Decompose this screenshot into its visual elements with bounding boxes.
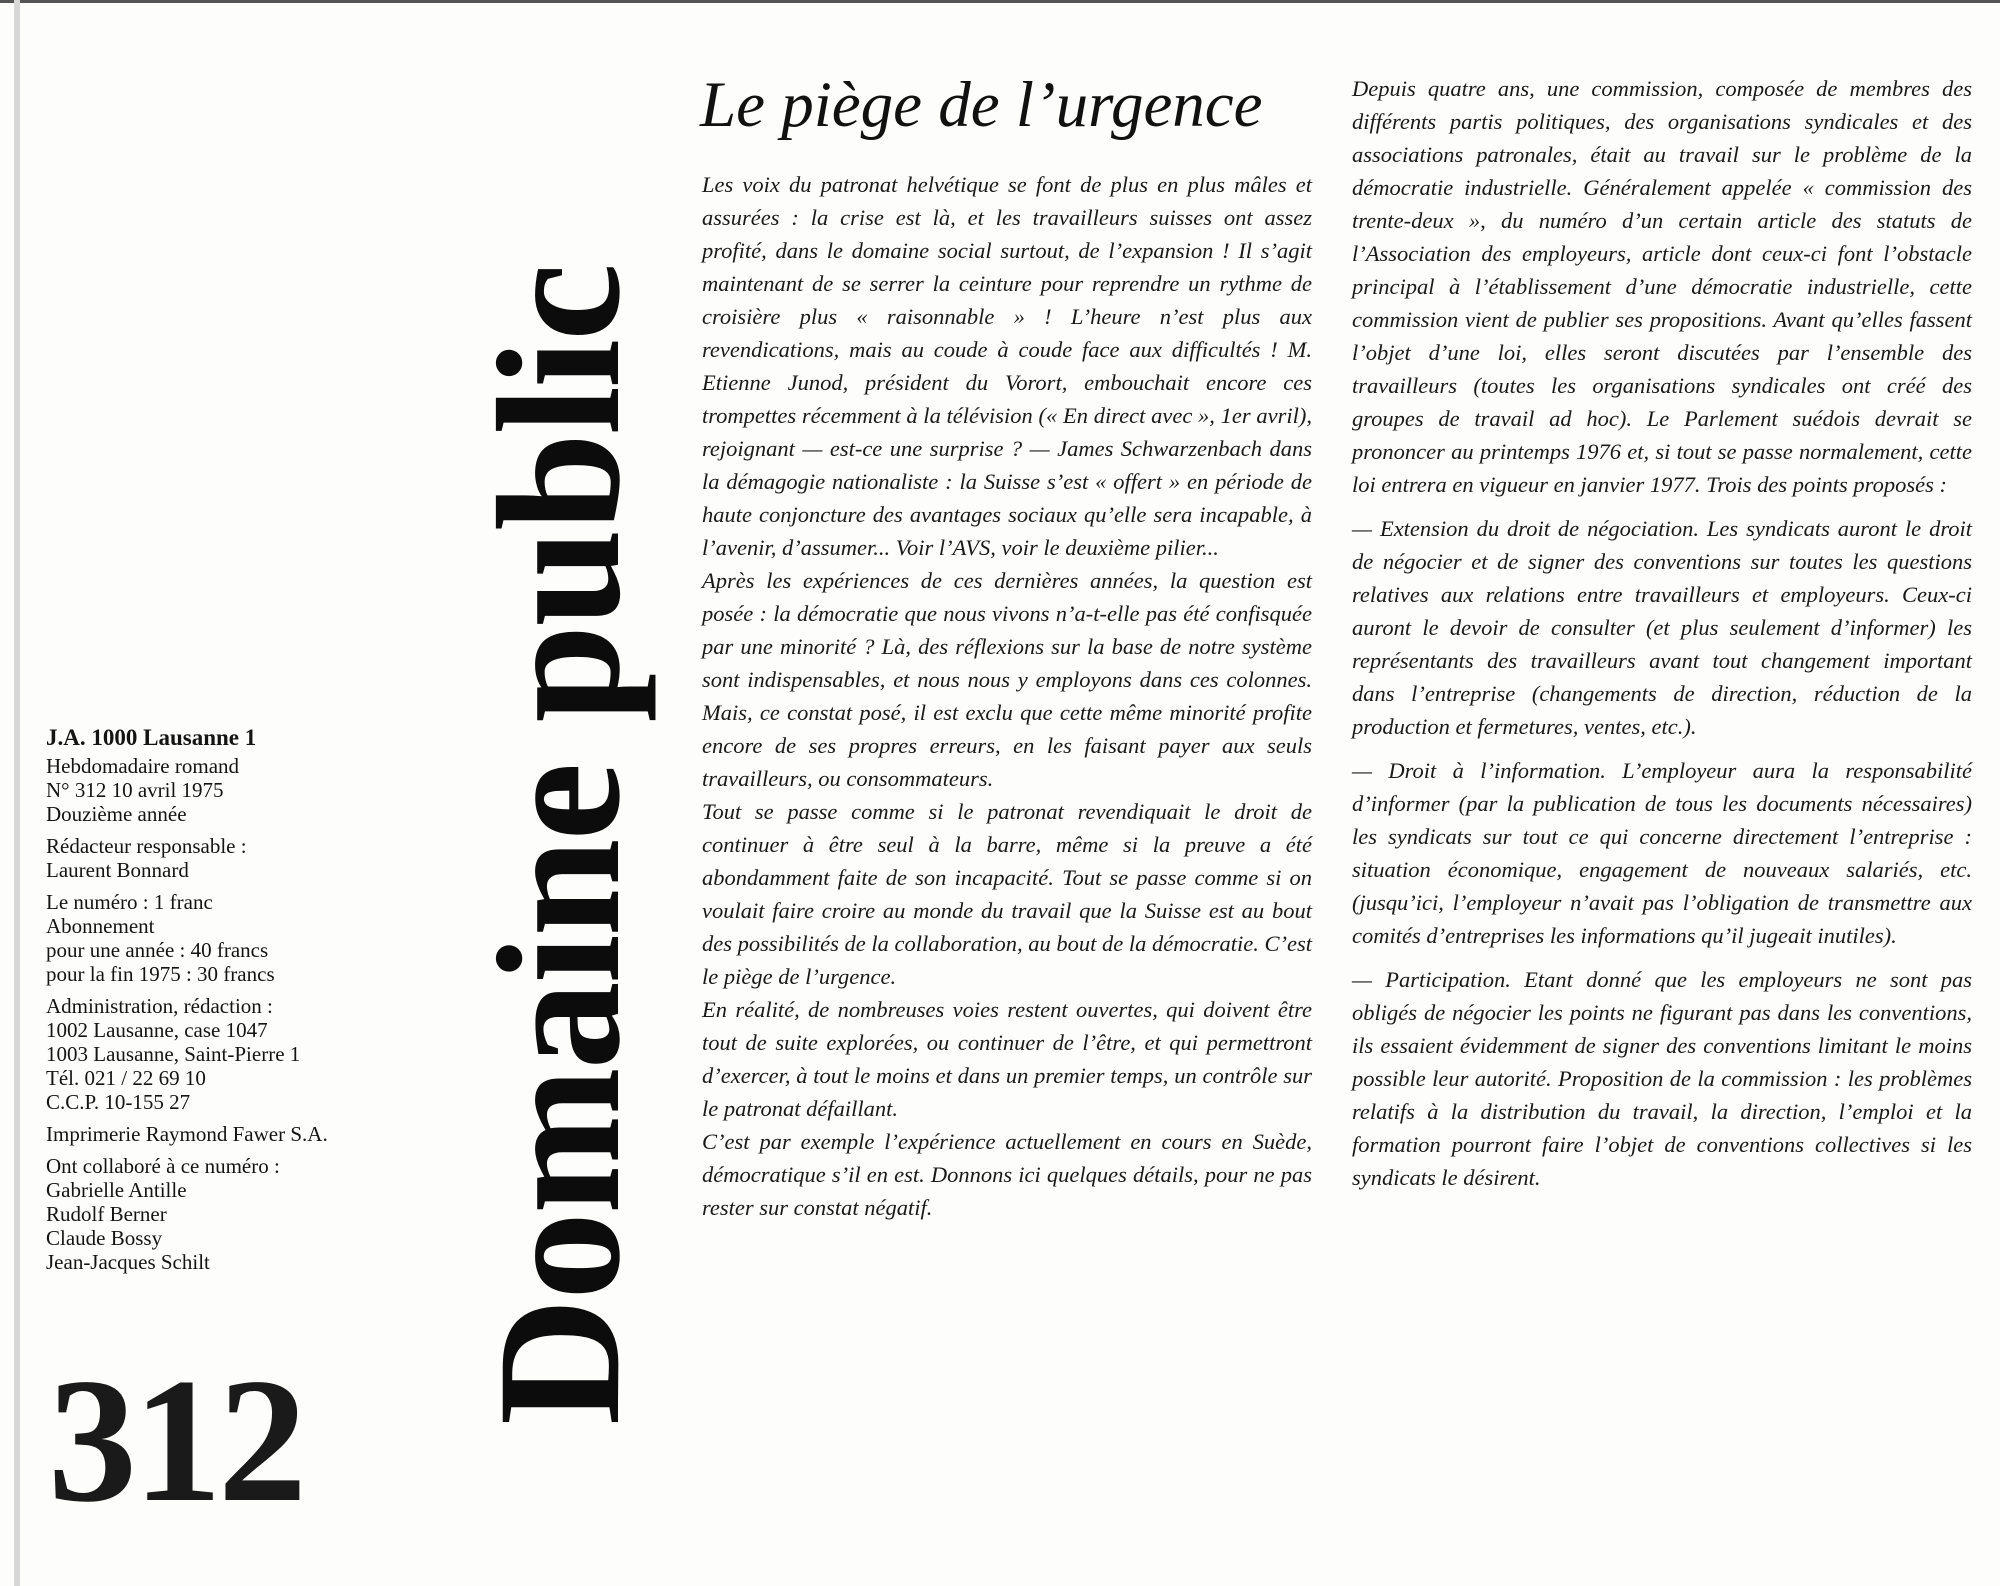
contributor-name: Jean-Jacques Schilt xyxy=(46,1250,210,1274)
subscription-group xyxy=(46,890,426,986)
title-wrap xyxy=(460,150,660,1540)
contributor-name: Rudolf Berner xyxy=(46,1202,167,1226)
subscription-line: pour la fin 1975 : 30 francs xyxy=(46,962,275,986)
postal-line: J.A. 1000 Lausanne 1 xyxy=(46,725,257,750)
info-line: N° 312 10 avril 1975 xyxy=(46,778,224,802)
address-line: Tél. 021 / 22 69 10 xyxy=(46,1066,206,1090)
printer-line: Imprimerie Raymond Fawer S.A. xyxy=(46,1122,328,1146)
contributors-label: Ont collaboré à ce numéro : xyxy=(46,1154,280,1178)
contributors-group xyxy=(46,1154,426,1274)
article-paragraph: C’est par exemple l’expérience actuellement en cours en Suède, démocratique s’il en est. Donnons ici quelques détails, pour ne pas rester sur constat négatif. xyxy=(702,1129,1312,1220)
info-line: Douzième année xyxy=(46,802,187,826)
subscription-line: Abonnement xyxy=(46,914,155,938)
contributor-name: Claude Bossy xyxy=(46,1226,163,1250)
subscription-line: Le numéro : 1 franc xyxy=(46,890,213,914)
article-paragraph: Tout se passe comme si le patronat revendiquait le droit de continuer à être seul à la barre, même si la preuve a été abondamment faite de son incapacité. Tout se passe comme si on voulait faire croire au monde du travail que la Suisse est au bout des possibilités de la collaboration, au bout de la démocratie. C’est le piège de l’urgence. xyxy=(702,799,1312,989)
top-rule xyxy=(0,0,2000,3)
article-headline: Le piège de l’urgence xyxy=(700,69,1263,141)
info-line: Hebdomadaire romand xyxy=(46,754,240,778)
article-column-2 xyxy=(1352,72,1972,1205)
postal-group xyxy=(46,726,426,826)
subscription-line: pour une année : 40 francs xyxy=(46,938,269,962)
address-line: 1003 Lausanne, Saint-Pierre 1 xyxy=(46,1042,301,1066)
address-group xyxy=(46,994,426,1114)
address-line: 1002 Lausanne, case 1047 xyxy=(46,1018,268,1042)
contributor-name: Gabrielle Antille xyxy=(46,1178,187,1202)
article-paragraph: Après les expériences de ces dernières années, la question est posée : la démocratie que nous vivons n’a-t-elle pas été confisquée par une minorité ? Là, des réflexions sur la base de notre système sont indispensables, et nous nous y employons dans ces colonnes. Mais, ce constat posé, il est exclu que cette même minorité profite encore de ses propres erreurs, en les faisant payer aux seuls travailleurs, ou consommateurs. xyxy=(702,568,1312,791)
article-paragraph: — Participation. Etant donné que les employeurs ne sont pas obligés de négocier les points ne figurant pas dans les conventions, ils essaient évidemment de signer des conventions limitant le moins possible leur autorité. Proposition de la commission : les problèmes relatifs à la distribution du travail, la direction, l’emploi et la formation pourront faire l’objet de conventions collectives si les syndicats le désirent. xyxy=(1352,967,1972,1190)
printer-group xyxy=(46,1122,426,1146)
article-paragraph: — Extension du droit de négociation. Les syndicats auront le droit de négocier et de signer des conventions sur toutes les questions relatives aux relations entre travailleurs et employeurs. Ceux-ci auront le devoir de consulter (et plus seulement d’informer) les représentants des travailleurs avant tout changement important dans l’entreprise (changements de direction, réduction de la production et fermetures, ventes, etc.). xyxy=(1352,516,1972,739)
article-paragraph: Les voix du patronat helvétique se font de plus en plus mâles et assurées : la crise est là, et les travailleurs suisses ont assez profité, dans le domaine social surtout, de l’expansion ! Il s’agit maintenant de se serrer la ceinture pour reprendre un rythme de croisière plus « raisonnable » ! L’heure n’est plus aux revendications, mais au coude à coude face aux difficultés ! M. Etienne Junod, président du Vorort, embouchait encore ces trompettes récemment à la télévision (« En direct avec », 1er avril), rejoignant — est-ce une surprise ? — James Schwarzenbach dans la démagogie nationaliste : la Suisse s’est « offert » en période de haute conjoncture des avantages sociaux qu’elle sera incapable, à l’avenir, d’assumer... Voir l’AVS, voir le deuxième pilier... xyxy=(702,172,1312,560)
masthead-info xyxy=(46,726,426,1282)
issue-number: 312 xyxy=(48,1341,303,1539)
article-column-1 xyxy=(702,168,1312,1224)
article-paragraph: En réalité, de nombreuses voies restent ouvertes, qui doivent être tout de suite explorées, ou continuer de l’être, et qui permettront d’exercer, à tout le moins et dans un premier temps, un contrôle sur le patronat défaillant. xyxy=(702,997,1312,1121)
editor-name: Laurent Bonnard xyxy=(46,858,189,882)
address-line: C.C.P. 10-155 27 xyxy=(46,1090,191,1114)
article-paragraph: — Droit à l’information. L’employeur aura la responsabilité d’informer (par la publication de tous les documents nécessaires) les syndicats sur tout ce qui concerne directement l’entreprise : situation économique, engagement de nouveaux salariés, etc. (jusqu’ici, l’employeur n’avait pas l’obligation de transmettre aux comités d’entreprises les informations qu’il jugeait inutiles). xyxy=(1352,758,1972,948)
page-edge xyxy=(14,0,20,1586)
article-paragraph: Depuis quatre ans, une commission, composée de membres des différents partis politiques, des organisations syndicales et des associations patronales, était au travail sur le problème de la démocratie industrielle. Généralement appelée « commission des trente-deux », du numéro d’un certain article des statuts de l’Association des employeurs, article dont ceux-ci font l’obstacle principal à l’établissement d’une démocratie industrielle, cette commission vient de publier ses propositions. Avant qu’elles fassent l’objet d’une loi, elles seront discutées par l’ensemble des travailleurs (toutes les organisations syndicales ont créé des groupes de travail ad hoc). Le Parlement suédois devrait se prononcer au printemps 1976 et, si tout se passe normalement, cette loi entrera en vigueur en janvier 1977. Trois des points proposés : xyxy=(1352,76,1972,497)
editor-label: Rédacteur responsable : xyxy=(46,834,247,858)
editor-group xyxy=(46,834,426,882)
address-line: Administration, rédaction : xyxy=(46,994,273,1018)
newspaper-title: Domaine public xyxy=(462,264,657,1426)
